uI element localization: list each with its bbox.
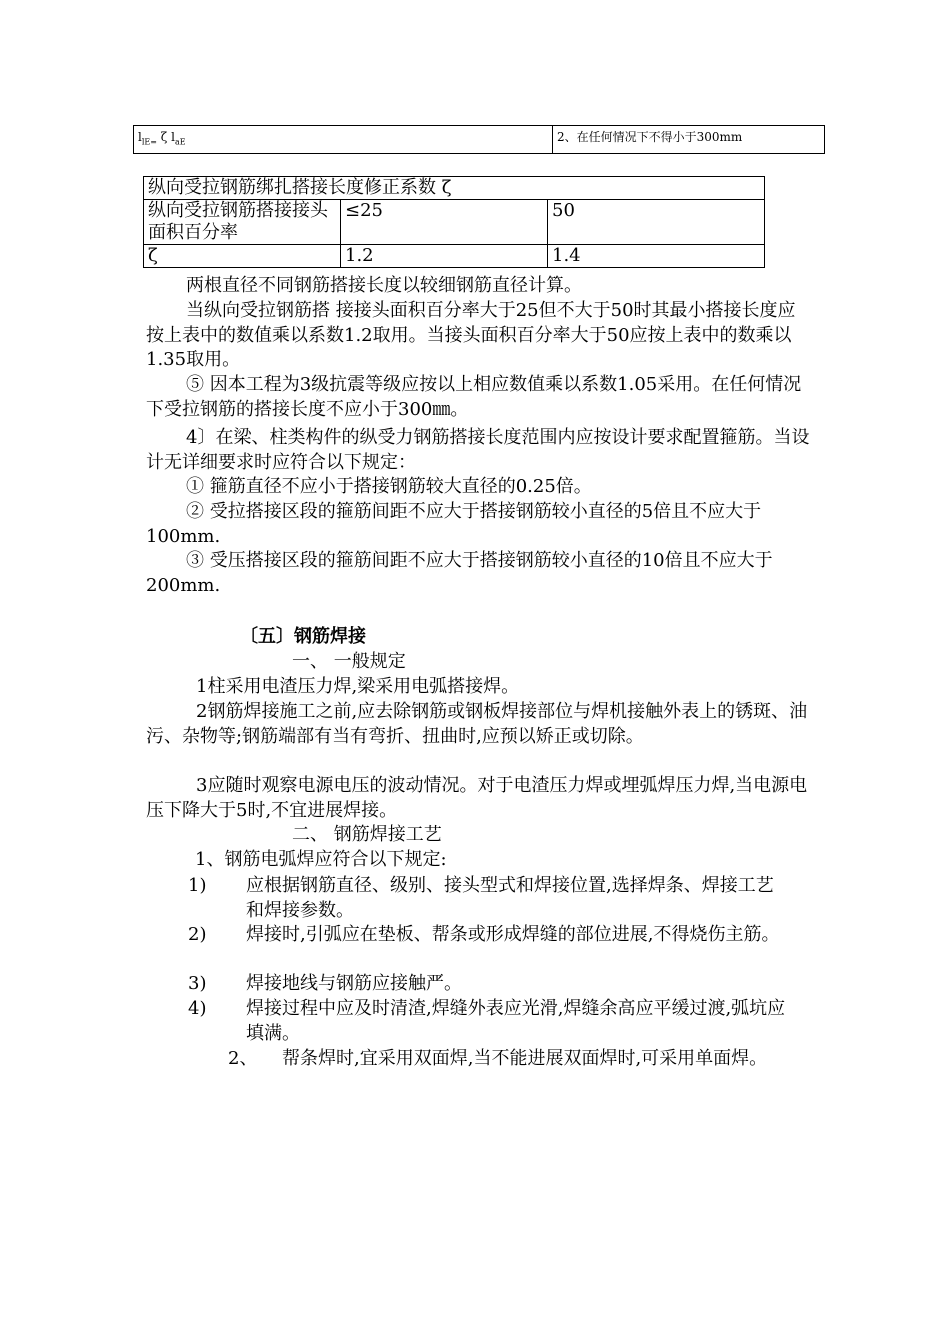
- row-label: 纵向受拉钢筋搭接接头面积百分率: [144, 200, 341, 245]
- list-item: 应根据钢筋直径、级别、接头型式和焊接位置,选择焊条、焊接工艺和焊接参数。: [246, 875, 774, 921]
- list-number: 4): [188, 998, 207, 1019]
- formula-table: [133, 125, 825, 154]
- table-cell: 1.4: [548, 245, 765, 268]
- paragraph: ② 受拉搭接区段的箍筋间距不应大于搭接钢筋较小直径的5倍且不应大于100mm.: [146, 501, 762, 547]
- row-label: ζ: [144, 245, 341, 268]
- table-title: 纵向受拉钢筋绑扎搭接长度修正系数 ζ: [144, 177, 765, 200]
- table-cell: 1.2: [341, 245, 548, 268]
- formula-text: ζ l: [156, 130, 175, 144]
- formula-sub: lE=: [141, 137, 157, 147]
- formula-sub: aE: [174, 137, 186, 147]
- note-cell: 2、在任何情况下不得小于300mm: [553, 126, 825, 154]
- list-item: 焊接地线与钢筋应接触严。: [246, 973, 462, 994]
- paragraph: 2钢筋焊接施工之前,应去除钢筋或钢板焊接部位与焊机接触外表上的锈斑、油污、杂物等;钢筋端部有当有弯折、扭曲时,应预以矫正或切除。: [146, 701, 808, 747]
- list-item: 焊接时,引弧应在垫板、帮条或形成焊缝的部位进展,不得烧伤主筋。: [246, 924, 780, 945]
- table-row: [134, 126, 825, 154]
- formula-cell: [134, 126, 553, 154]
- subheading: 二、 钢筋焊接工艺: [292, 824, 442, 845]
- table-cell: 50: [548, 200, 765, 245]
- table-row: [144, 200, 765, 245]
- list-item: 焊接过程中应及时清渣,焊缝外表应光滑,焊缝余高应平缓过渡,弧坑应填满。: [246, 998, 786, 1044]
- section-heading: 〔五〕钢筋焊接: [240, 626, 366, 647]
- list-number: 2、: [228, 1048, 258, 1069]
- list-item: 帮条焊时,宜采用双面焊,当不能进展双面焊时,可采用单面焊。: [282, 1048, 768, 1069]
- paragraph: ⑤ 因本工程为3级抗震等级应按以上相应数值乘以系数1.05采用。在任何情况下受拉钢筋的搭接长度不应小于300㎜。: [146, 374, 802, 420]
- paragraph: 1柱采用电渣压力焊,梁采用电弧搭接焊。: [196, 676, 520, 697]
- paragraph: 4〕在梁、柱类构件的纵受力钢筋搭接长度范围内应按设计要求配置箍筋。当设计无详细要求时应符合以下规定：: [146, 427, 810, 473]
- table-row: [144, 177, 765, 200]
- subheading: 一、 一般规定: [292, 651, 406, 672]
- paragraph: ③ 受压搭接区段的箍筋间距不应大于搭接钢筋较小直径的10倍且不应大于200mm.: [146, 550, 773, 596]
- table-cell: ≤25: [341, 200, 548, 245]
- list-number: 2): [188, 924, 207, 945]
- list-number: 3): [188, 973, 207, 994]
- list-number: 1): [188, 875, 207, 896]
- paragraph: ① 箍筋直径不应小于搭接钢筋较大直径的0.25倍。: [186, 476, 592, 497]
- coefficient-table: [143, 176, 765, 268]
- paragraph: 当纵向受拉钢筋搭 接接头面积百分率大于25但不大于50时其最小搭接长度应按上表中的数值乘以系数1.2取用。当接头面积百分率大于50应按上表中的数乘以1.35取用。: [146, 300, 796, 370]
- paragraph: 1、钢筋电弧焊应符合以下规定:: [195, 849, 447, 870]
- paragraph: 3应随时观察电源电压的波动情况。对于电渣压力焊或埋弧焊压力焊,当电源电压下降大于5时,不宜进展焊接。: [146, 775, 808, 821]
- paragraph: 两根直径不同钢筋搭接长度以较细钢筋直径计算。: [186, 275, 582, 296]
- formula-text: l: [138, 130, 142, 144]
- table-row: [144, 245, 765, 268]
